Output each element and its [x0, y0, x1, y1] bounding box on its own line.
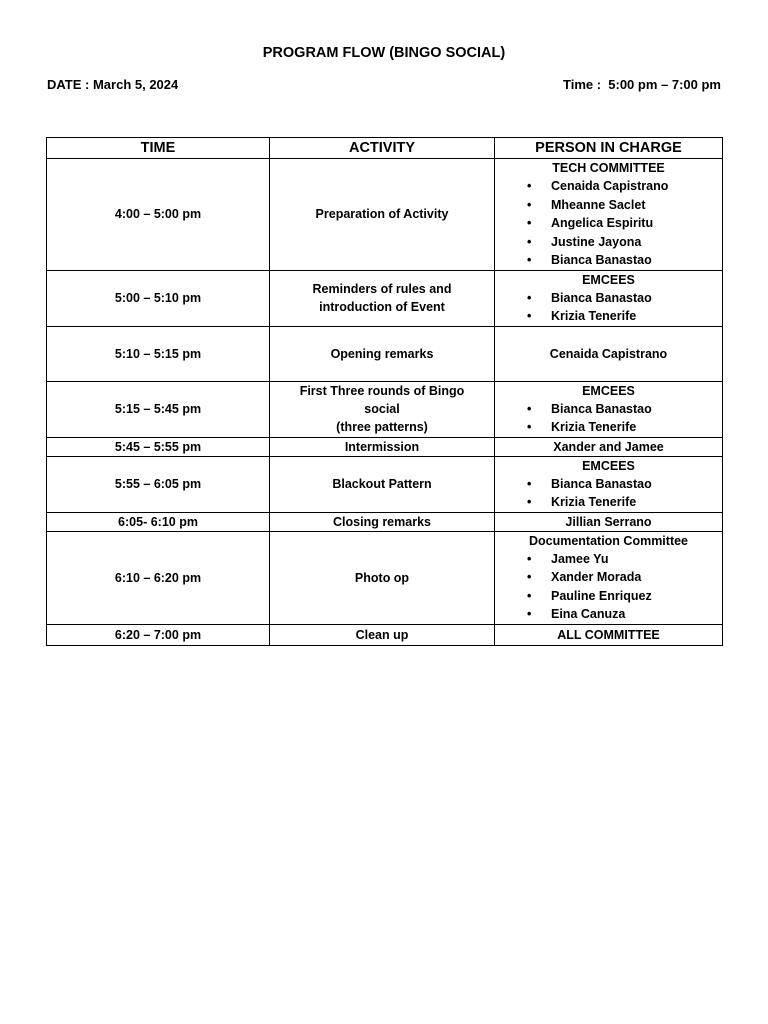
person-cell	[495, 159, 723, 271]
list-item: • Justine Jayona	[499, 233, 718, 252]
list-item: • Mheanne Saclet	[499, 196, 718, 215]
person-cell: Jillian Serrano	[495, 512, 723, 531]
program-flow-table	[46, 137, 723, 646]
group-heading: EMCEES	[582, 272, 635, 287]
activity-cell: Opening remarks	[270, 326, 495, 381]
people-list	[499, 550, 718, 624]
list-item: • Bianca Banastao	[499, 400, 718, 419]
activity-cell	[270, 270, 495, 326]
group-heading: EMCEES	[582, 458, 635, 473]
activity-cell: Preparation of Activity	[270, 159, 495, 271]
list-item: • Krizia Tenerife	[499, 493, 718, 512]
activity-cell: Closing remarks	[270, 512, 495, 531]
activity-line: (three patterns)	[336, 420, 428, 434]
header-person-in-charge: PERSON IN CHARGE	[495, 138, 723, 159]
time-cell: 6:10 – 6:20 pm	[47, 531, 270, 624]
person-cell: Cenaida Capistrano	[495, 326, 723, 381]
person-cell: ALL COMMITTEE	[495, 624, 723, 645]
people-list	[499, 475, 718, 512]
event-date: DATE : March 5, 2024	[47, 77, 179, 92]
list-item: • Xander Morada	[499, 568, 718, 587]
activity-cell: Clean up	[270, 624, 495, 645]
table-row	[47, 270, 723, 326]
time-cell: 5:45 – 5:55 pm	[47, 437, 270, 456]
table-row	[47, 512, 723, 531]
table-row	[47, 624, 723, 645]
activity-cell: Intermission	[270, 437, 495, 456]
list-item: • Angelica Espiritu	[499, 214, 718, 233]
table-header-row	[47, 138, 723, 159]
people-list	[499, 177, 718, 270]
person-cell	[495, 270, 723, 326]
group-heading: Documentation Committee	[528, 533, 689, 548]
people-list	[499, 400, 718, 437]
table-row	[47, 437, 723, 456]
list-item: • Bianca Banastao	[499, 475, 718, 494]
table-row	[47, 381, 723, 437]
person-cell	[495, 531, 723, 624]
group-heading: EMCEES	[582, 383, 635, 398]
person-cell	[495, 381, 723, 437]
list-item: • Bianca Banastao	[499, 289, 718, 308]
activity-line: introduction of Event	[319, 300, 445, 314]
table-row	[47, 326, 723, 381]
list-item: • Krizia Tenerife	[499, 307, 718, 326]
list-item: • Pauline Enriquez	[499, 587, 718, 606]
time-cell: 6:05- 6:10 pm	[47, 512, 270, 531]
list-item: • Krizia Tenerife	[499, 418, 718, 437]
time-cell: 5:00 – 5:10 pm	[47, 270, 270, 326]
activity-cell: Photo op	[270, 531, 495, 624]
time-cell: 5:55 – 6:05 pm	[47, 456, 270, 512]
table-row	[47, 159, 723, 271]
document-title: PROGRAM FLOW (BINGO SOCIAL)	[262, 45, 506, 61]
list-item: • Bianca Banastao	[499, 251, 718, 270]
activity-cell: Blackout Pattern	[270, 456, 495, 512]
event-time: Time : 5:00 pm – 7:00 pm	[563, 77, 721, 92]
time-cell: 4:00 – 5:00 pm	[47, 159, 270, 271]
list-item: • Cenaida Capistrano	[499, 177, 718, 196]
people-list	[499, 289, 718, 326]
list-item: • Eina Canuza	[499, 605, 718, 624]
table-row	[47, 531, 723, 624]
activity-line: Reminders of rules and	[312, 282, 452, 296]
time-cell: 5:10 – 5:15 pm	[47, 326, 270, 381]
header-time: TIME	[47, 138, 270, 159]
time-cell: 5:15 – 5:45 pm	[47, 381, 270, 437]
group-heading: TECH COMMITTEE	[552, 161, 665, 175]
header-activity: ACTIVITY	[270, 138, 495, 159]
activity-cell	[270, 381, 495, 437]
list-item: • Jamee Yu	[499, 550, 718, 569]
time-cell: 6:20 – 7:00 pm	[47, 624, 270, 645]
person-cell	[495, 456, 723, 512]
activity-line: social	[364, 402, 400, 416]
activity-line: First Three rounds of Bingo	[299, 384, 465, 398]
table-row	[47, 456, 723, 512]
person-cell: Xander and Jamee	[495, 437, 723, 456]
